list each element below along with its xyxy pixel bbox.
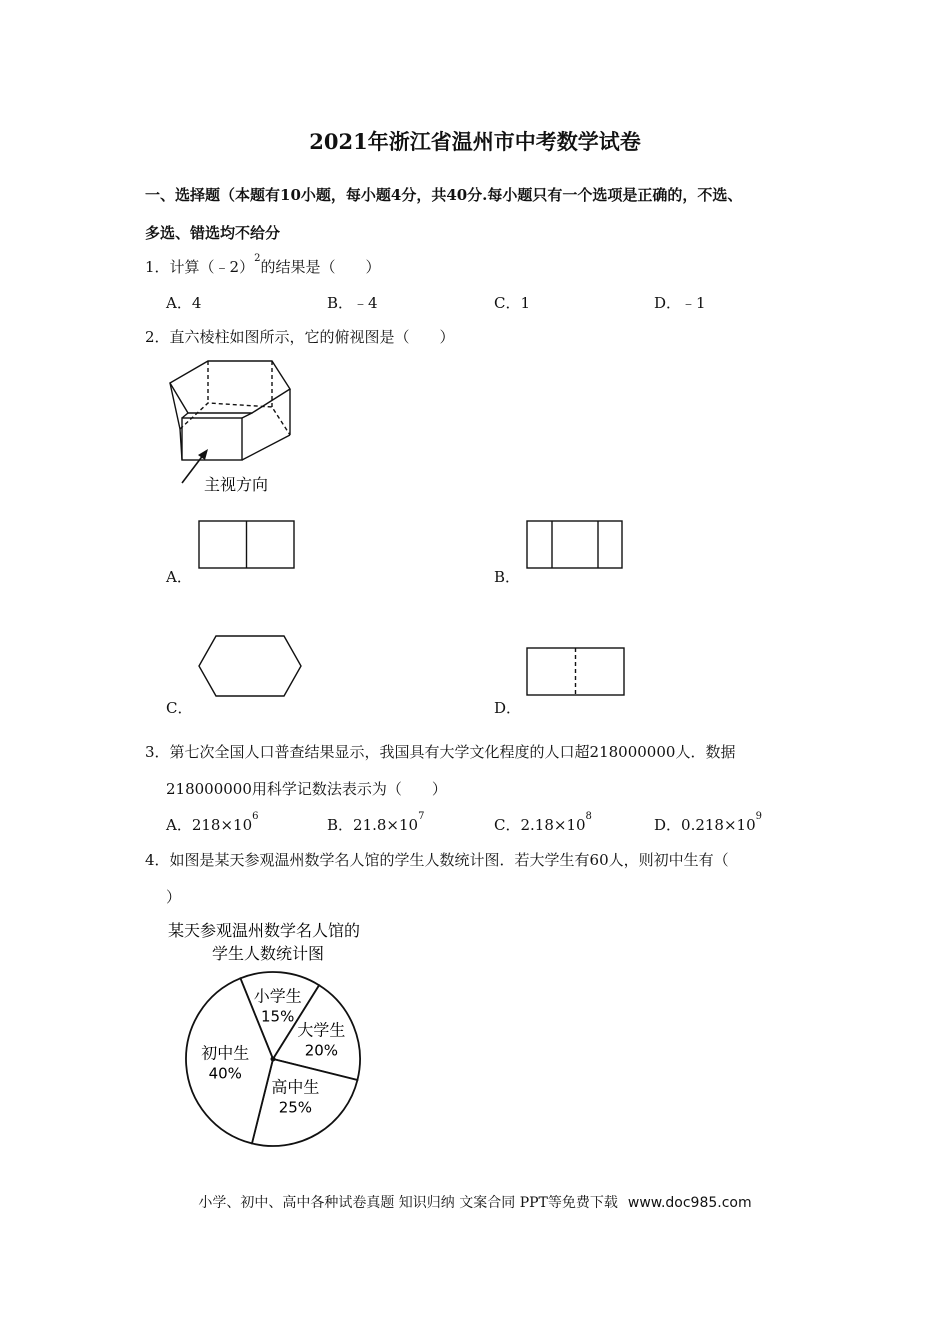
footer-site-link[interactable]: www.doc985.com (627, 1195, 752, 1211)
footer (0, 1192, 950, 1212)
pie-value-primary: 15% (261, 1007, 295, 1026)
chart-title-line2: 学生人数统计图 (212, 944, 325, 963)
q2-option-b-label[interactable]: B． (494, 568, 521, 586)
question-1-stem: 1．计算（﹣2）$^2$的结果是（ ） (145, 253, 381, 276)
question-2-stem: 2．直六棱柱如图所示，它的俯视图是（ ） (145, 328, 455, 346)
page-title: 2021年浙江省温州市中考数学试卷 (309, 129, 641, 154)
question-3-line2: 218000000用科学记数法表示为（ ） (166, 780, 447, 798)
q2-option-c-figure[interactable] (196, 632, 306, 700)
question-4-line1: 4．如图是某天参观温州数学名人馆的学生人数统计图．若大学生有60人，则初中生有（ (145, 851, 729, 869)
q2-option-b-figure[interactable] (526, 520, 624, 570)
pie-value-senior-high: 25% (278, 1098, 313, 1117)
view-direction-label: 主视方向 (204, 475, 269, 494)
hexagonal-prism-figure (160, 355, 320, 500)
pie-label-university: 大学生 (297, 1020, 346, 1040)
pie-label-primary: 小学生 (253, 986, 302, 1006)
section-heading-line1: 一、选择题（本题有10小题，每小题4分，共40分.每小题只有一个选项是正确的，不选、 (145, 186, 743, 204)
q2-option-c-label[interactable]: C． (166, 699, 193, 717)
student-count-pie-chart (160, 915, 400, 1155)
q3-option-b[interactable]: B．$21.8\times 10^7$ (327, 811, 425, 834)
q1-option-b[interactable]: B．﹣4 (327, 294, 378, 312)
q3-option-a[interactable]: A．$218\times 10^6$ (166, 811, 259, 834)
view-direction-arrow (182, 454, 204, 483)
q2-option-d-figure[interactable] (526, 647, 626, 697)
chart-title-line1: 某天参观温州数学名人馆的 (168, 921, 361, 940)
q3-option-c[interactable]: C．$2.18\times 10^8$ (494, 811, 592, 834)
q1-option-d[interactable]: D．﹣1 (654, 294, 706, 312)
pie-label-junior-high: 初中生 (201, 1043, 250, 1063)
q2-option-a-figure[interactable] (198, 520, 296, 570)
footer-text: 小学、初中、高中各种试卷真题 知识归纳 文案合同 PPT等免费下载 (198, 1195, 618, 1211)
question-4-line2: ） (166, 888, 182, 906)
section-heading-line2: 多选、错选均不给分 (145, 224, 281, 242)
q2-option-a-label[interactable]: A． (166, 568, 192, 586)
pie-value-junior-high: 40% (208, 1064, 242, 1083)
pie-center-dot (271, 1057, 276, 1062)
question-3-line1: 3．第七次全国人口普查结果显示，我国具有大学文化程度的人口超218000000人．数据 (145, 743, 736, 761)
q1-option-a[interactable]: A．4 (166, 294, 202, 312)
q3-option-d[interactable]: D．$0.218\times 10^9$ (654, 811, 762, 834)
pie-label-senior-high: 高中生 (271, 1077, 320, 1097)
q1-option-c[interactable]: C．1 (494, 294, 531, 312)
q2-option-d-label[interactable]: D． (494, 699, 522, 717)
pie-value-university: 20% (304, 1041, 339, 1060)
